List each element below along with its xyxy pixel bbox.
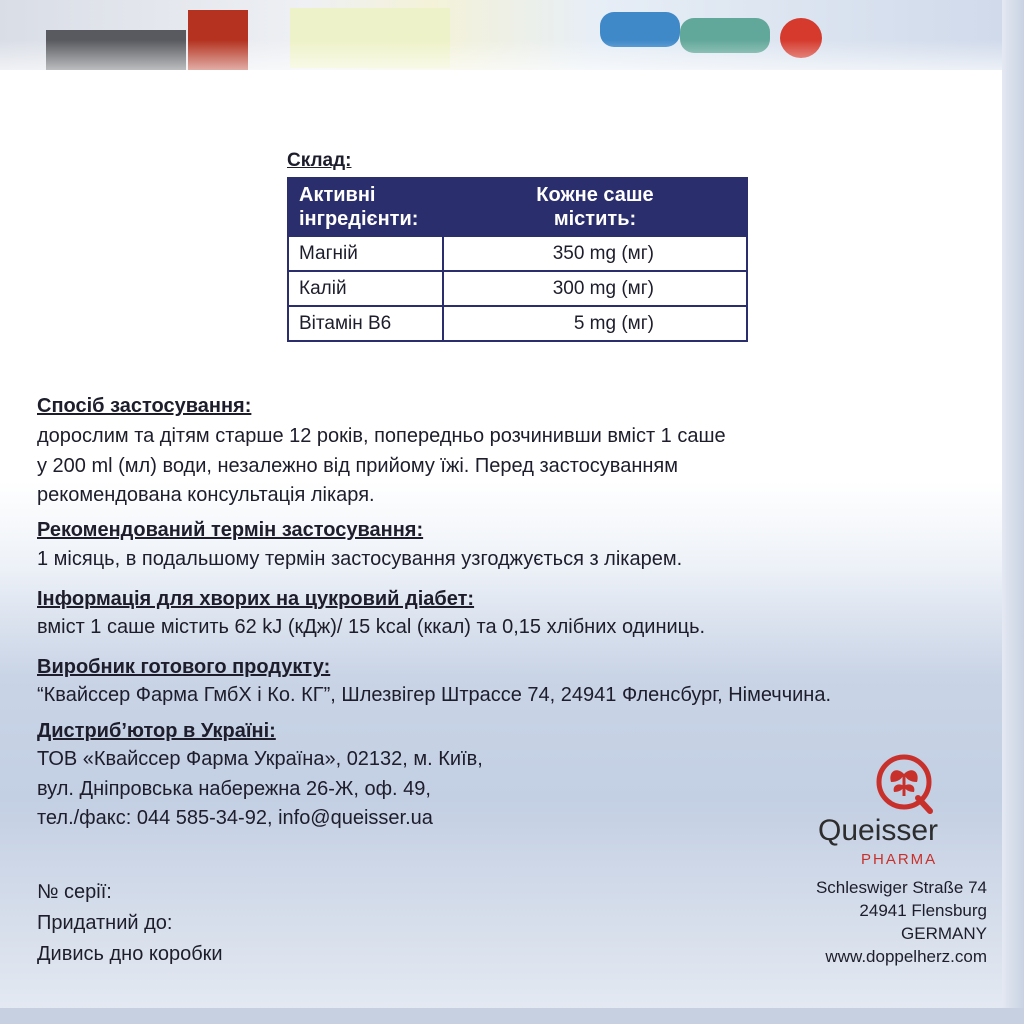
amount-cell: 5 mg (мг) [443,306,747,341]
amount-cell: 350 mg (мг) [443,236,747,271]
table-header-amount: Кожне саше містить: [443,178,747,236]
brand-address [816,876,987,968]
composition-title: Склад: [287,150,352,171]
address-city: 24941 Flensburg [859,901,987,920]
queisser-q-leaf-logo-icon [874,752,936,814]
table-row [288,306,747,341]
table-row [288,271,747,306]
brand-name: Queisser [818,814,939,847]
manufacturer-title: Виробник готового продукту: [37,656,331,678]
usage-title: Спосіб застосування: [37,395,252,417]
address-country: GERMANY [901,924,987,943]
brand-subtitle: PHARMA [861,851,938,868]
usage-line-2: у 200 ml (мл) води, незалежно від прийому їжі. Перед застосуванням [37,455,678,477]
distributor-title: Дистриб’ютор в Україні: [37,720,276,742]
manufacturer-text: “Квайссер Фарма ГмбХ і Ко. КГ”, Шлезвігер Штрассе 74, 24941 Фленсбург, Німеччина. [37,684,832,706]
distributor-line-2: вул. Дніпровська набережна 26-Ж, оф. 49, [37,778,431,800]
distributor-line-3: тел./факс: 044 585-34-92, info@queisser.ua [37,807,433,829]
ingredient-cell: Вітамін B6 [288,306,443,341]
address-street: Schleswiger Straße 74 [815,878,987,897]
table-row [288,236,747,271]
table-header-ingredients: Активні інгредієнти: [288,178,443,236]
box-bottom-edge [0,1008,1024,1024]
diabetes-text: вміст 1 саше містить 62 kJ (кДж)/ 15 kcal (ккал) та 0,15 хлібних одиниць. [37,616,706,638]
usage-line-3: рекомендована консультація лікаря. [37,484,375,506]
amount-cell: 300 mg (мг) [443,271,747,306]
composition-table [287,177,748,342]
term-title: Рекомендований термін застосування: [37,519,424,541]
brand-website: www.doppelherz.com [825,947,987,966]
term-text: 1 місяць, в подальшому термін застосування узгоджується з лікарем. [37,548,683,570]
see-box-bottom-note: Дивись дно коробки [37,943,223,965]
box-side-edge [1002,0,1024,1024]
top-fade [0,40,1024,90]
ingredient-cell: Магній [288,236,443,271]
usage-line-1: дорослим та дітям старше 12 років, попередньо розчинивши вміст 1 саше [37,425,726,447]
expiry-label: Придатний до: [37,912,173,934]
distributor-line-1: ТОВ «Квайссер Фарма Україна», 02132, м. Київ, [37,748,483,770]
batch-number-label: № серії: [37,881,112,903]
diabetes-title: Інформація для хворих на цукровий діабет: [37,588,475,610]
ingredient-cell: Калій [288,271,443,306]
table-header-row [288,178,747,236]
